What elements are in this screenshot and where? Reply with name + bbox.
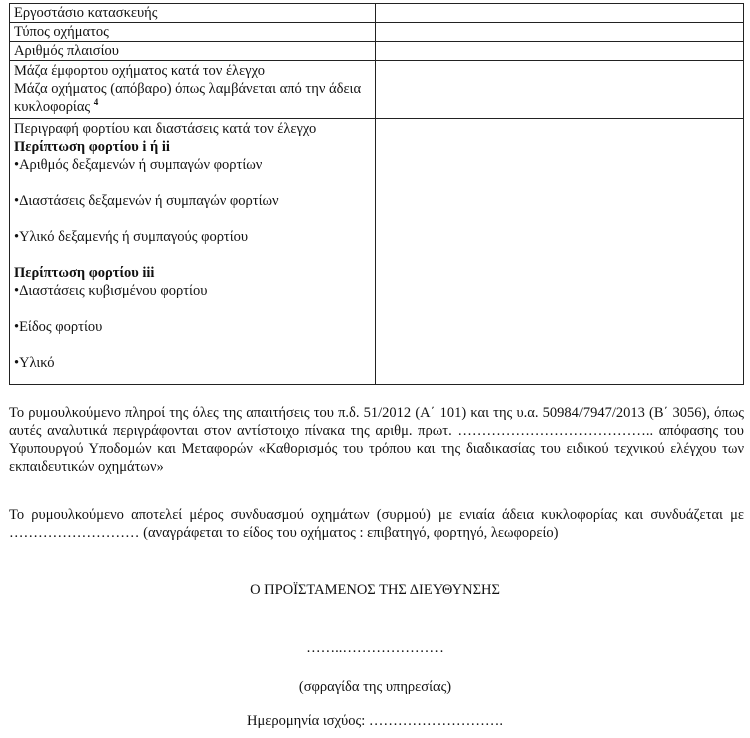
value-cell[interactable] — [376, 119, 744, 385]
mass-line1: Μάζα έμφορτου οχήματος κατά τον έλεγχο — [14, 63, 265, 79]
paragraph-requirements: Το ρυμουλκούμενο πληροί της όλες της απαιτήσεις του π.δ. 51/2012 (Α΄ 101) και της υ.α. 50984/7947/2013 (Β΄ 3056), όπως αυτές αναλυτικά περιγράφονται στον αντίστοιχο πίνακα της αριθμ. πρωτ. ………………………………….. απόφασης του Υφυπουργού Υποδομών και Μεταφορών «Καθορισμός του τρόπου και της διαδικασίας του ειδικού τεχνικού ελέγχου των εκπαιδευτικών οχημάτων» — [9, 405, 744, 475]
case1-item: •Διαστάσεις δεξαμενών ή συμπαγών φορτίων — [14, 193, 279, 209]
table-row — [10, 4, 744, 23]
case2-heading: Περίπτωση φορτίου iii — [14, 265, 155, 281]
mass-line2: Μάζα οχήματος (απόβαρο) όπως λαμβάνεται από την άδεια κυκλοφορίας $^4$ — [14, 81, 362, 115]
table-row — [10, 119, 744, 385]
value-cell[interactable] — [376, 42, 744, 61]
vehicle-form-table — [9, 3, 744, 385]
case1-heading: Περίπτωση φορτίου i ή ii — [14, 139, 170, 155]
mass-label-cell — [10, 61, 376, 119]
case1-item: •Υλικό δεξαμενής ή συμπαγούς φορτίου — [14, 229, 249, 245]
cargo-label-cell — [10, 119, 376, 385]
signature-title: Ο ΠΡΟΪΣΤΑΜΕΝΟΣ ΤΗΣ ΔΙΕΥΘΥΝΣΗΣ — [250, 582, 500, 598]
case2-item: •Διαστάσεις κυβισμένου φορτίου — [14, 283, 208, 299]
paragraph-combination: Το ρυμουλκούμενο αποτελεί μέρος συνδυασμού οχημάτων (συρμού) με ενιαία άδεια κυκλοφορίας και συνδυάζεται με ……………………… (αναγράφεται το είδος του οχήματος : επιβατηγό, φορτηγό, λεωφορείο) — [9, 507, 744, 541]
cargo-title: Περιγραφή φορτίου και διαστάσεις κατά τον έλεγχο — [14, 121, 317, 137]
footnote-marker: 4 — [93, 97, 99, 108]
table-row — [10, 42, 744, 61]
label-cell: Εργοστάσιο κατασκευής — [10, 4, 376, 23]
table-row — [10, 61, 744, 119]
value-cell[interactable] — [376, 4, 744, 23]
signature-dots: ……..………………… — [306, 640, 444, 656]
label-cell: Τύπος οχήματος — [10, 23, 376, 42]
value-cell[interactable] — [376, 61, 744, 119]
table-row — [10, 23, 744, 42]
case1-item: •Αριθμός δεξαμενών ή συμπαγών φορτίων — [14, 157, 263, 173]
label-cell: Αριθμός πλαισίου — [10, 42, 376, 61]
value-cell[interactable] — [376, 23, 744, 42]
case2-item: •Είδος φορτίου — [14, 319, 103, 335]
case2-item: •Υλικό — [14, 355, 55, 371]
stamp-label: (σφραγίδα της υπηρεσίας) — [298, 679, 452, 695]
validity-date: Ημερομηνία ισχύος: ………………………. — [247, 713, 503, 729]
